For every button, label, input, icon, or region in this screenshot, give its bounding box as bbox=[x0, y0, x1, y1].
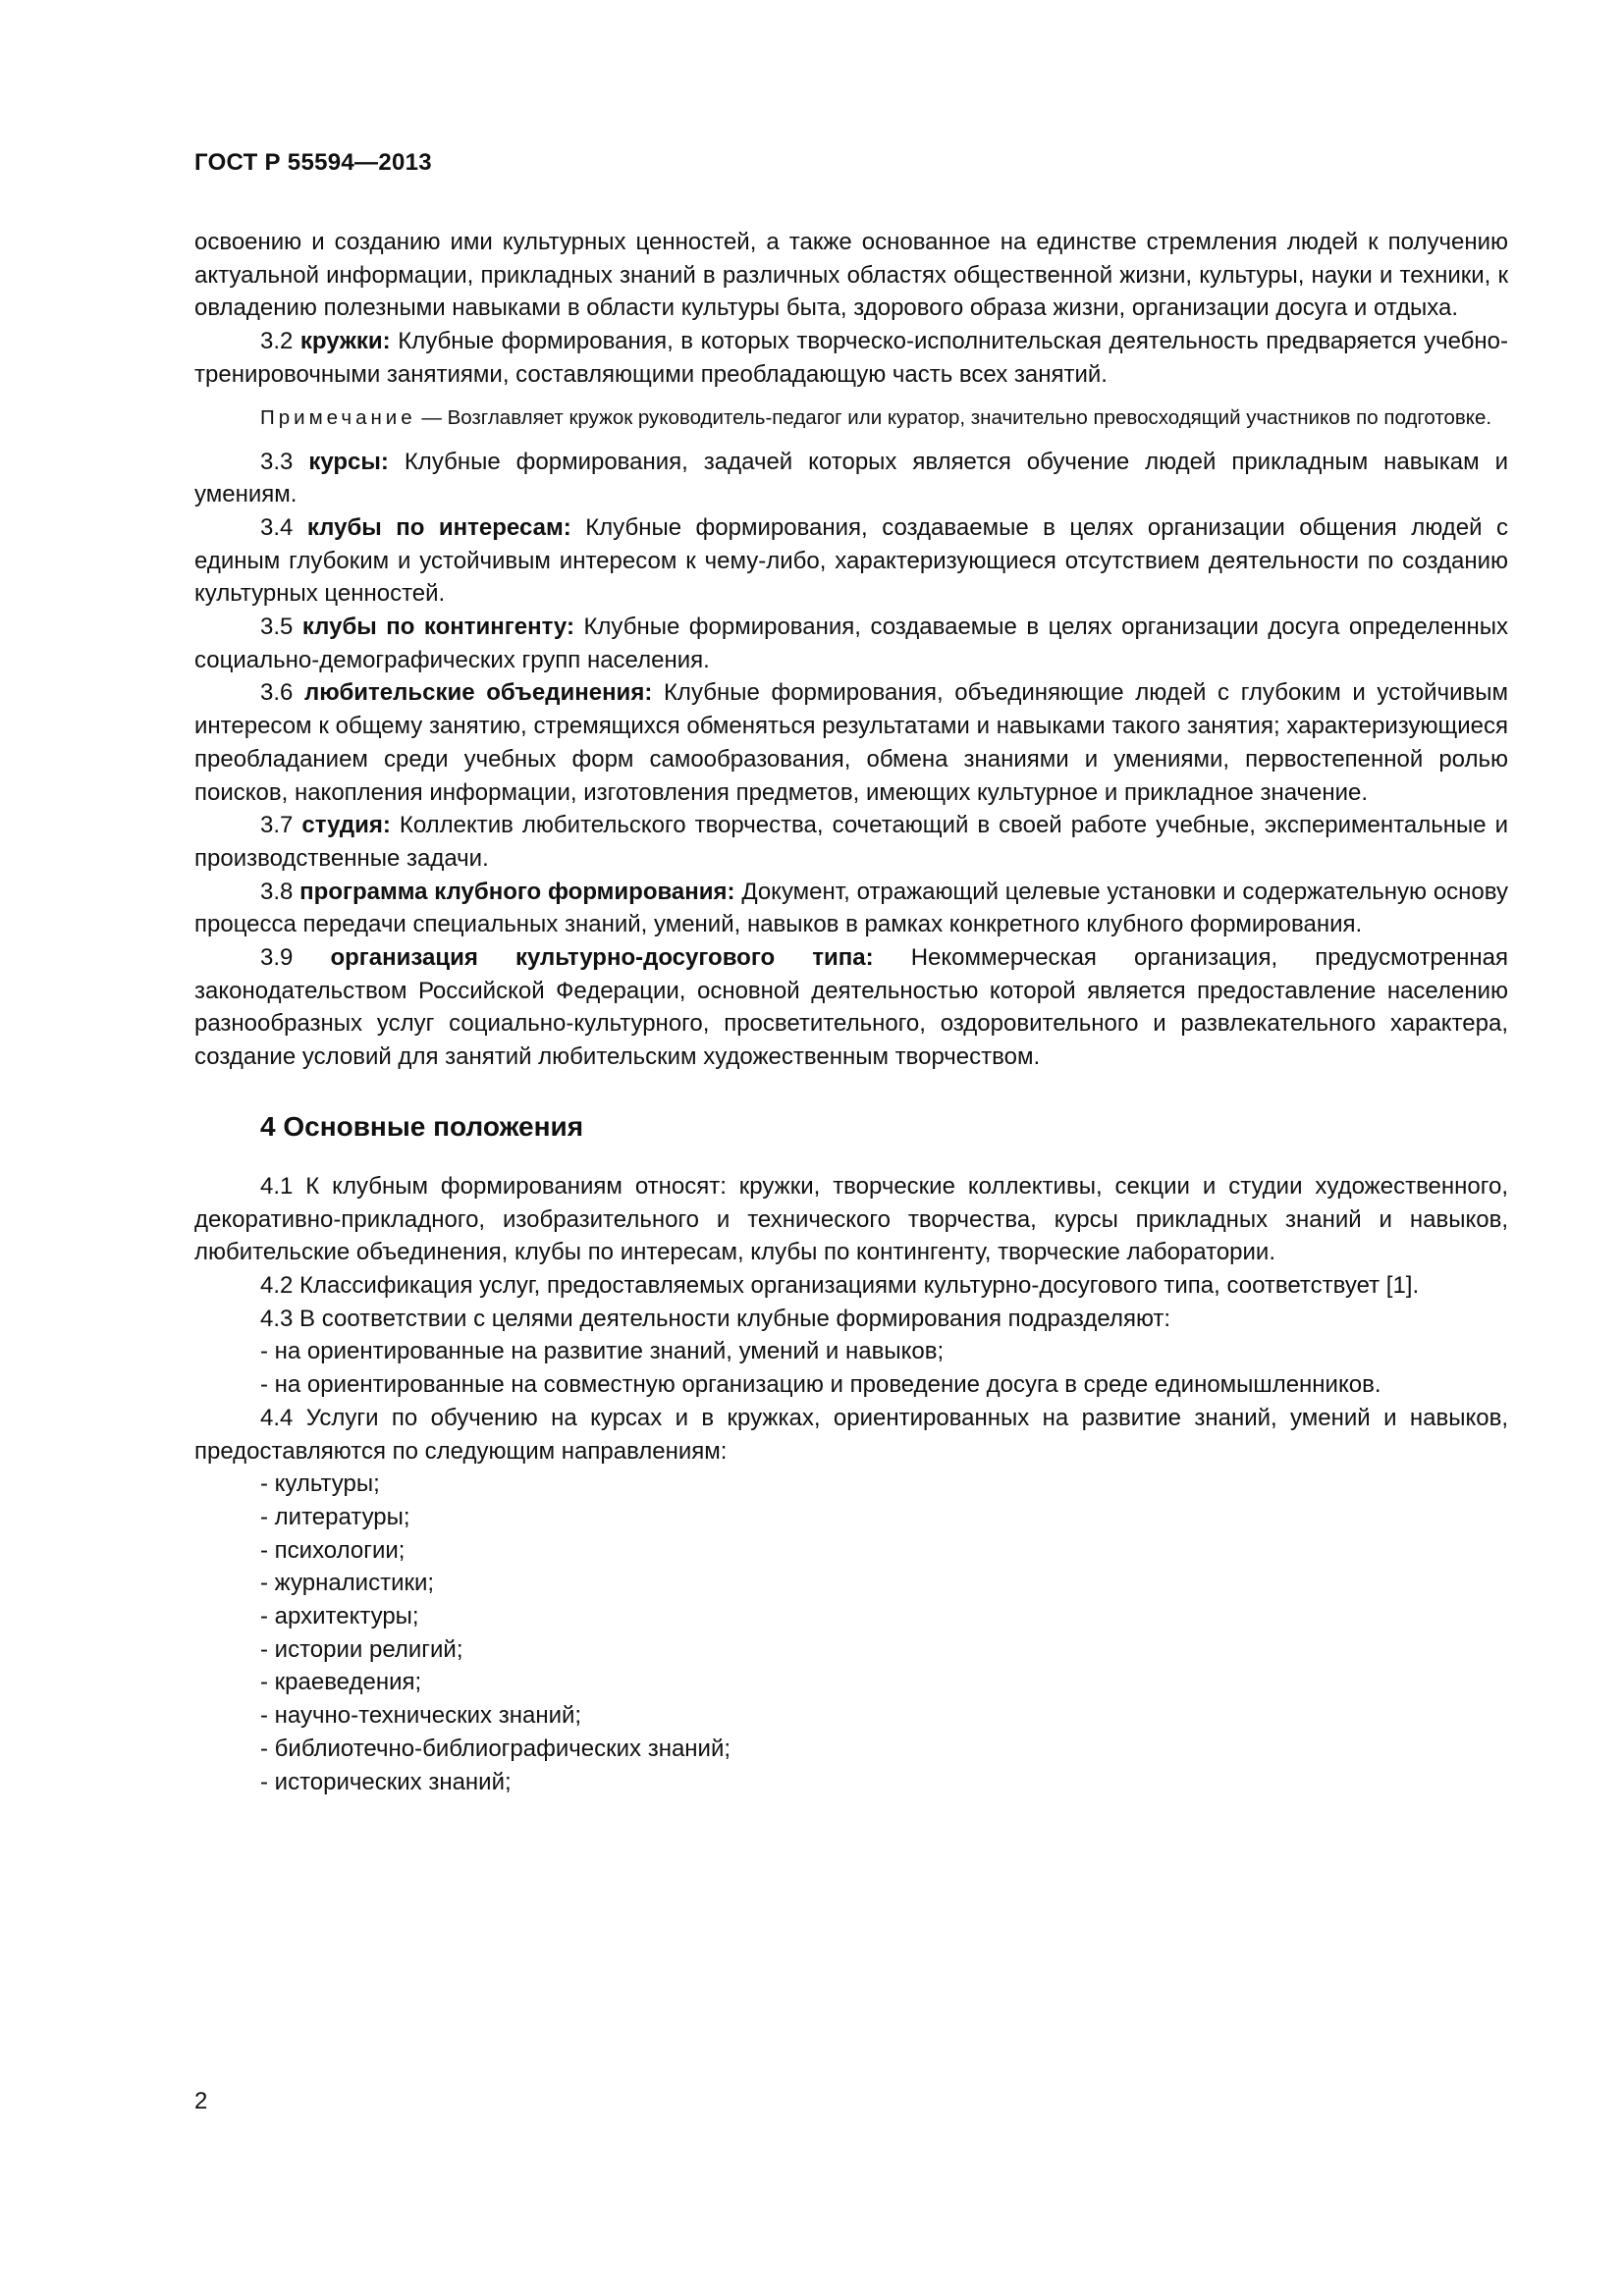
definition-term: студия: bbox=[301, 812, 391, 839]
list-item: - архитектуры; bbox=[260, 1603, 419, 1630]
clause-4-1: 4.1 К клубным формированиям относят: кружки, творческие коллективы, секции и студии художественного, декоративно-прикладного, изобразительного и технического творчества, курсы прикладных знаний и навыков, любительские объединения, клубы по интересам, клубы по контингенту, творческие лаборатории. bbox=[194, 1172, 1508, 1266]
definition-number: 3.2 bbox=[260, 328, 294, 355]
definition-number: 3.7 bbox=[260, 812, 294, 839]
definition-term: любительские объединения: bbox=[304, 679, 653, 707]
list-item: - научно-технических знаний; bbox=[260, 1702, 582, 1730]
clause-4-4: 4.4 Услуги по обучению на курсах и в кружках, ориентированных на развитие знаний, умений и навыков, предоставляются по следующим направлениям: bbox=[194, 1404, 1508, 1465]
list-item: - на ориентированные на развитие знаний, умений и навыков; bbox=[260, 1338, 945, 1365]
definition-number: 3.9 bbox=[260, 944, 294, 972]
list-item: - литературы; bbox=[260, 1503, 410, 1530]
definition-term: клубы по интересам: bbox=[306, 513, 571, 541]
list-item: - библиотечно-библиографических знаний; bbox=[260, 1735, 731, 1762]
clause-4-2: 4.2 Классификация услуг, предоставляемых организациями культурно-досугового типа, соответствует [1]. bbox=[260, 1271, 1420, 1299]
document-header: ГОСТ Р 55594—2013 bbox=[194, 149, 432, 176]
list-item: - на ориентированные на совместную организацию и проведение досуга в среде единомышленников. bbox=[260, 1371, 1381, 1399]
list-item: - культуры; bbox=[260, 1470, 380, 1498]
note-paragraph bbox=[194, 403, 1508, 432]
list-item: - исторических знаний; bbox=[260, 1768, 512, 1795]
note-label: Примечание bbox=[260, 405, 416, 429]
definition-text: Клубные формирования, создаваемые в целях организации общения людей с единым глубоким и устойчивым интересом к чему-либо, характеризующиеся отсутствием деятельности по созданию культурных ценностей. bbox=[194, 513, 1509, 608]
definition-3-3 bbox=[194, 446, 1508, 511]
definition-text: Клубные формирования, в которых творческо-исполнительская деятельность предваряется учебно-тренировочными занятиями, составляющими преобладающую часть всех занятий. bbox=[194, 328, 1509, 388]
definition-text: Клубные формирования, создаваемые в целях организации досуга определенных социально-демографических групп населения. bbox=[194, 614, 1509, 673]
definition-number: 3.3 bbox=[260, 448, 294, 475]
list-item: - краеведения; bbox=[260, 1669, 422, 1696]
note-text: Возглавляет кружок руководитель-педагог или куратор, значительно превосходящий участников по подготовке. bbox=[447, 405, 1492, 429]
definition-3-7 bbox=[194, 809, 1508, 875]
list-item: - журналистики; bbox=[260, 1570, 435, 1597]
definition-term: курсы: bbox=[308, 448, 389, 475]
definition-3-4 bbox=[194, 511, 1508, 611]
page-number: 2 bbox=[194, 2088, 208, 2114]
definition-number: 3.6 bbox=[260, 679, 294, 707]
definition-3-2 bbox=[194, 325, 1508, 391]
definition-text: Клубные формирования, объединяющие людей с глубоким и устойчивым интересом к общему занятию, стремящихся обменяться результатами и навыками такого занятия; характеризующиеся преобладанием среди учебных форм самообразования, обмена знаниями и умениями, первостепенной ролью поисков, накопления информации, изготовления предметов, имеющих культурное и прикладное значение. bbox=[194, 679, 1508, 806]
definition-term: программа клубного формирования: bbox=[299, 878, 735, 905]
definition-3-9 bbox=[194, 941, 1508, 1074]
note-dash: — bbox=[415, 405, 448, 429]
definition-term: организация культурно-досугового типа: bbox=[330, 944, 874, 972]
definition-3-6 bbox=[194, 676, 1508, 809]
intro-paragraph: освоению и созданию ими культурных ценностей, а также основанное на единстве стремления людей к получению актуальной информации, прикладных знаний в различных областях общественной жизни, культуры, науки и техники, к овладению полезными навыками в области культуры быта, здорового образа жизни, организации досуга и отдыха. bbox=[194, 229, 1508, 322]
definition-text: Документ, отражающий целевые установки и содержательную основу процесса передачи специальных знаний, умений, навыков в рамках конкретного клубного формирования. bbox=[194, 878, 1508, 938]
definition-text: Коллектив любительского творчества, сочетающий в своей работе учебные, экспериментальные и производственные задачи. bbox=[194, 812, 1508, 872]
definition-text: Некоммерческая организация, предусмотренная законодательством Российской Федерации, основной деятельностью которой является предоставление населению разнообразных услуг социально-культурного, просветительного, оздоровительного и развлекательного характера, создание условий для занятий любительским художественным творчеством. bbox=[194, 944, 1508, 1071]
definition-number: 3.4 bbox=[260, 513, 294, 541]
definition-3-5 bbox=[194, 611, 1508, 676]
list-item: - истории религий; bbox=[260, 1635, 463, 1663]
definition-number: 3.8 bbox=[260, 878, 294, 905]
definition-term: клубы по контингенту: bbox=[301, 614, 574, 641]
definition-3-8 bbox=[194, 876, 1508, 941]
definition-term: кружки: bbox=[299, 328, 391, 355]
section-4-title: 4 Основные положения bbox=[260, 1110, 584, 1142]
clause-4-3: 4.3 В соответствии с целями деятельности клубные формирования подразделяют: bbox=[260, 1305, 1171, 1332]
definition-text: Клубные формирования, задачей которых является обучение людей прикладным навыкам и умениям. bbox=[194, 448, 1508, 508]
list-item: - психологии; bbox=[260, 1536, 406, 1564]
document-body bbox=[194, 226, 1508, 1798]
definition-number: 3.5 bbox=[260, 614, 294, 641]
